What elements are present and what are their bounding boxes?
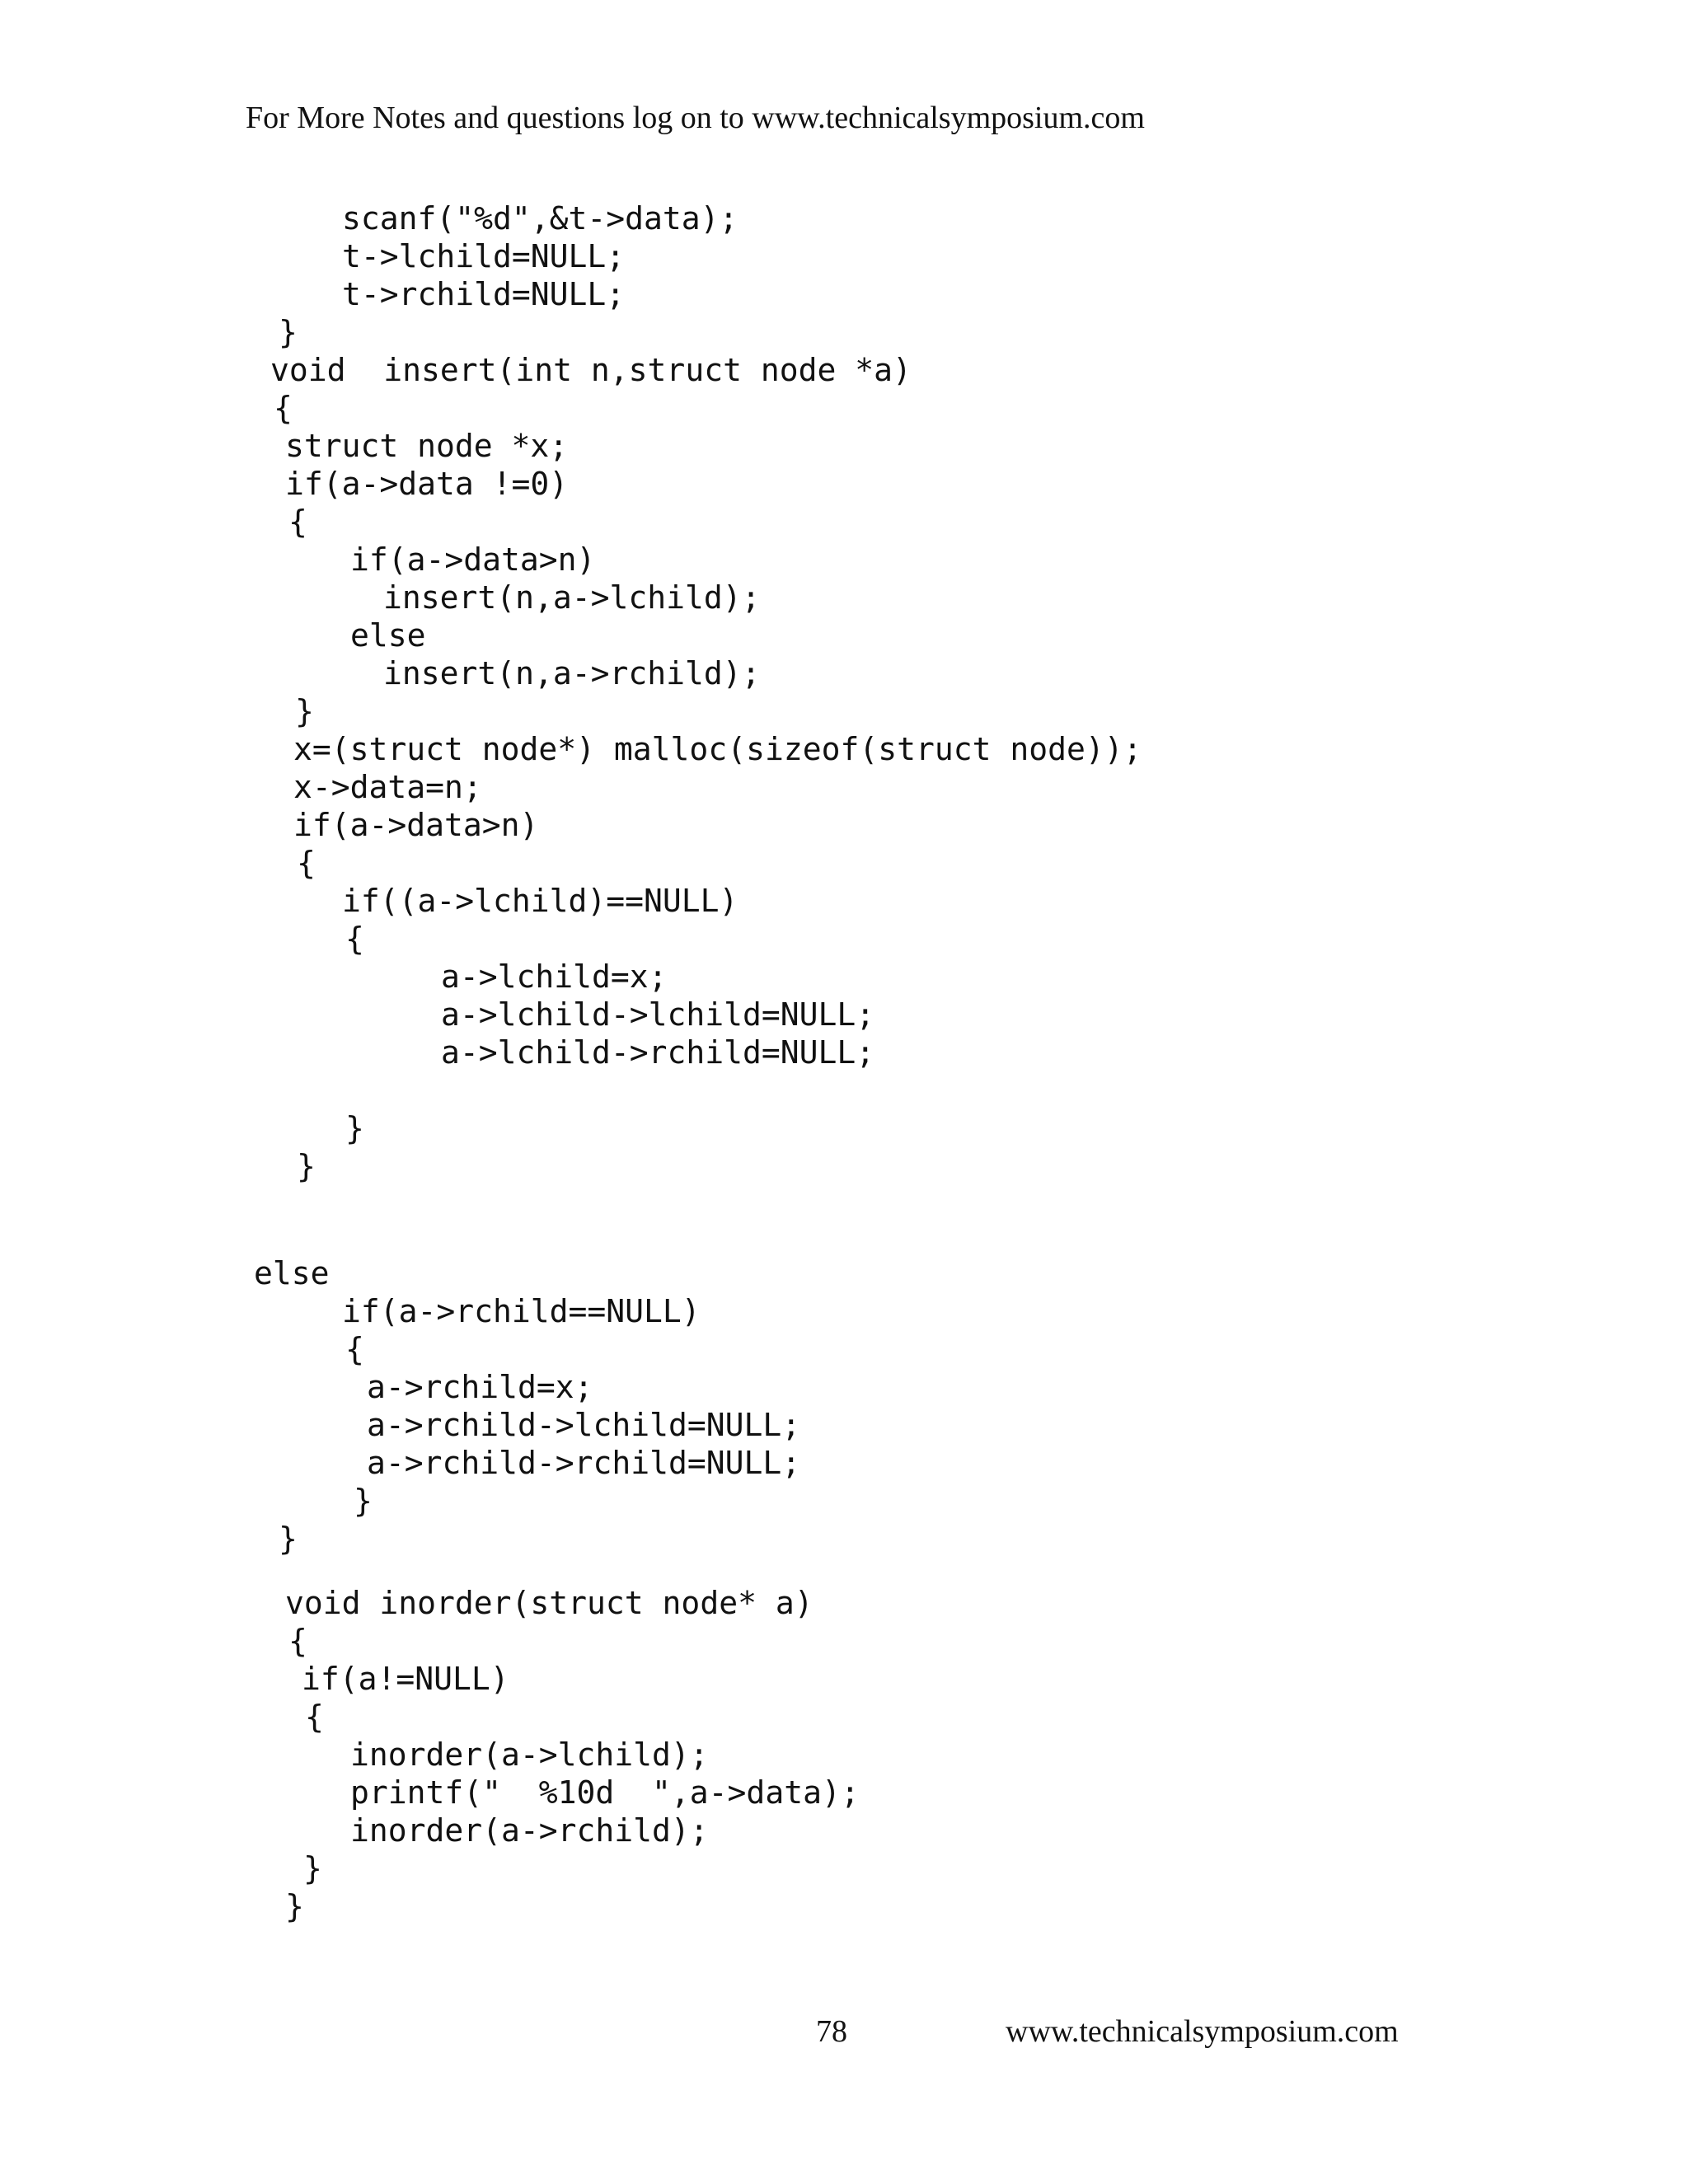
code-line: } [345,1110,364,1146]
code-line: } [279,1521,298,1557]
page-header: For More Notes and questions log on to www.technicalsymposium.com [246,101,1145,135]
code-line: } [279,314,298,350]
footer-site-url: www.technicalsymposium.com [1006,2014,1399,2049]
code-line: else [254,1255,330,1291]
code-line: a->lchild->rchild=NULL; [441,1034,875,1071]
code-line: insert(n,a->rchild); [383,655,761,691]
code-line: scanf("%d",&t->data); [342,200,738,237]
code-line: if(a->data !=0) [285,466,569,502]
code-line: t->lchild=NULL; [342,238,626,274]
code-line: { [288,504,307,540]
code-line: void insert(int n,struct node *a) [270,352,912,388]
code-line: inorder(a->rchild); [350,1812,709,1849]
code-line: printf(" %10d ",a->data); [350,1774,860,1811]
code-line: { [305,1699,324,1735]
code-line: a->lchild=x; [441,958,668,995]
code-line: a->lchild->lchild=NULL; [441,996,875,1033]
code-line: x->data=n; [293,769,482,805]
code-line: void inorder(struct node* a) [285,1585,814,1621]
code-line: } [297,1148,316,1184]
code-line: a->rchild->rchild=NULL; [367,1445,801,1481]
code-line: x=(struct node*) malloc(sizeof(struct node)); [293,731,1142,767]
code-line: { [345,1331,364,1367]
code-line: { [288,1623,307,1659]
code-line: struct node *x; [285,428,569,464]
code-line: if((a->lchild)==NULL) [342,883,738,919]
code-line: { [345,921,364,957]
code-line: } [303,1850,322,1886]
code-line: { [297,845,316,881]
code-line: } [354,1483,373,1519]
code-line: if(a->data>n) [293,807,539,843]
code-line: inorder(a->lchild); [350,1736,709,1773]
code-line: if(a->data>n) [350,541,596,578]
code-line: else [350,617,426,654]
code-line: t->rchild=NULL; [342,276,626,312]
code-line: } [295,693,314,729]
code-line: } [285,1888,304,1924]
code-line: { [274,390,293,426]
code-line: if(a!=NULL) [302,1661,509,1697]
code-line: insert(n,a->lchild); [383,579,761,616]
code-line: if(a->rchild==NULL) [342,1293,701,1329]
code-line: a->rchild->lchild=NULL; [367,1407,801,1443]
code-line: a->rchild=x; [367,1369,593,1405]
page-number: 78 [816,2014,847,2049]
